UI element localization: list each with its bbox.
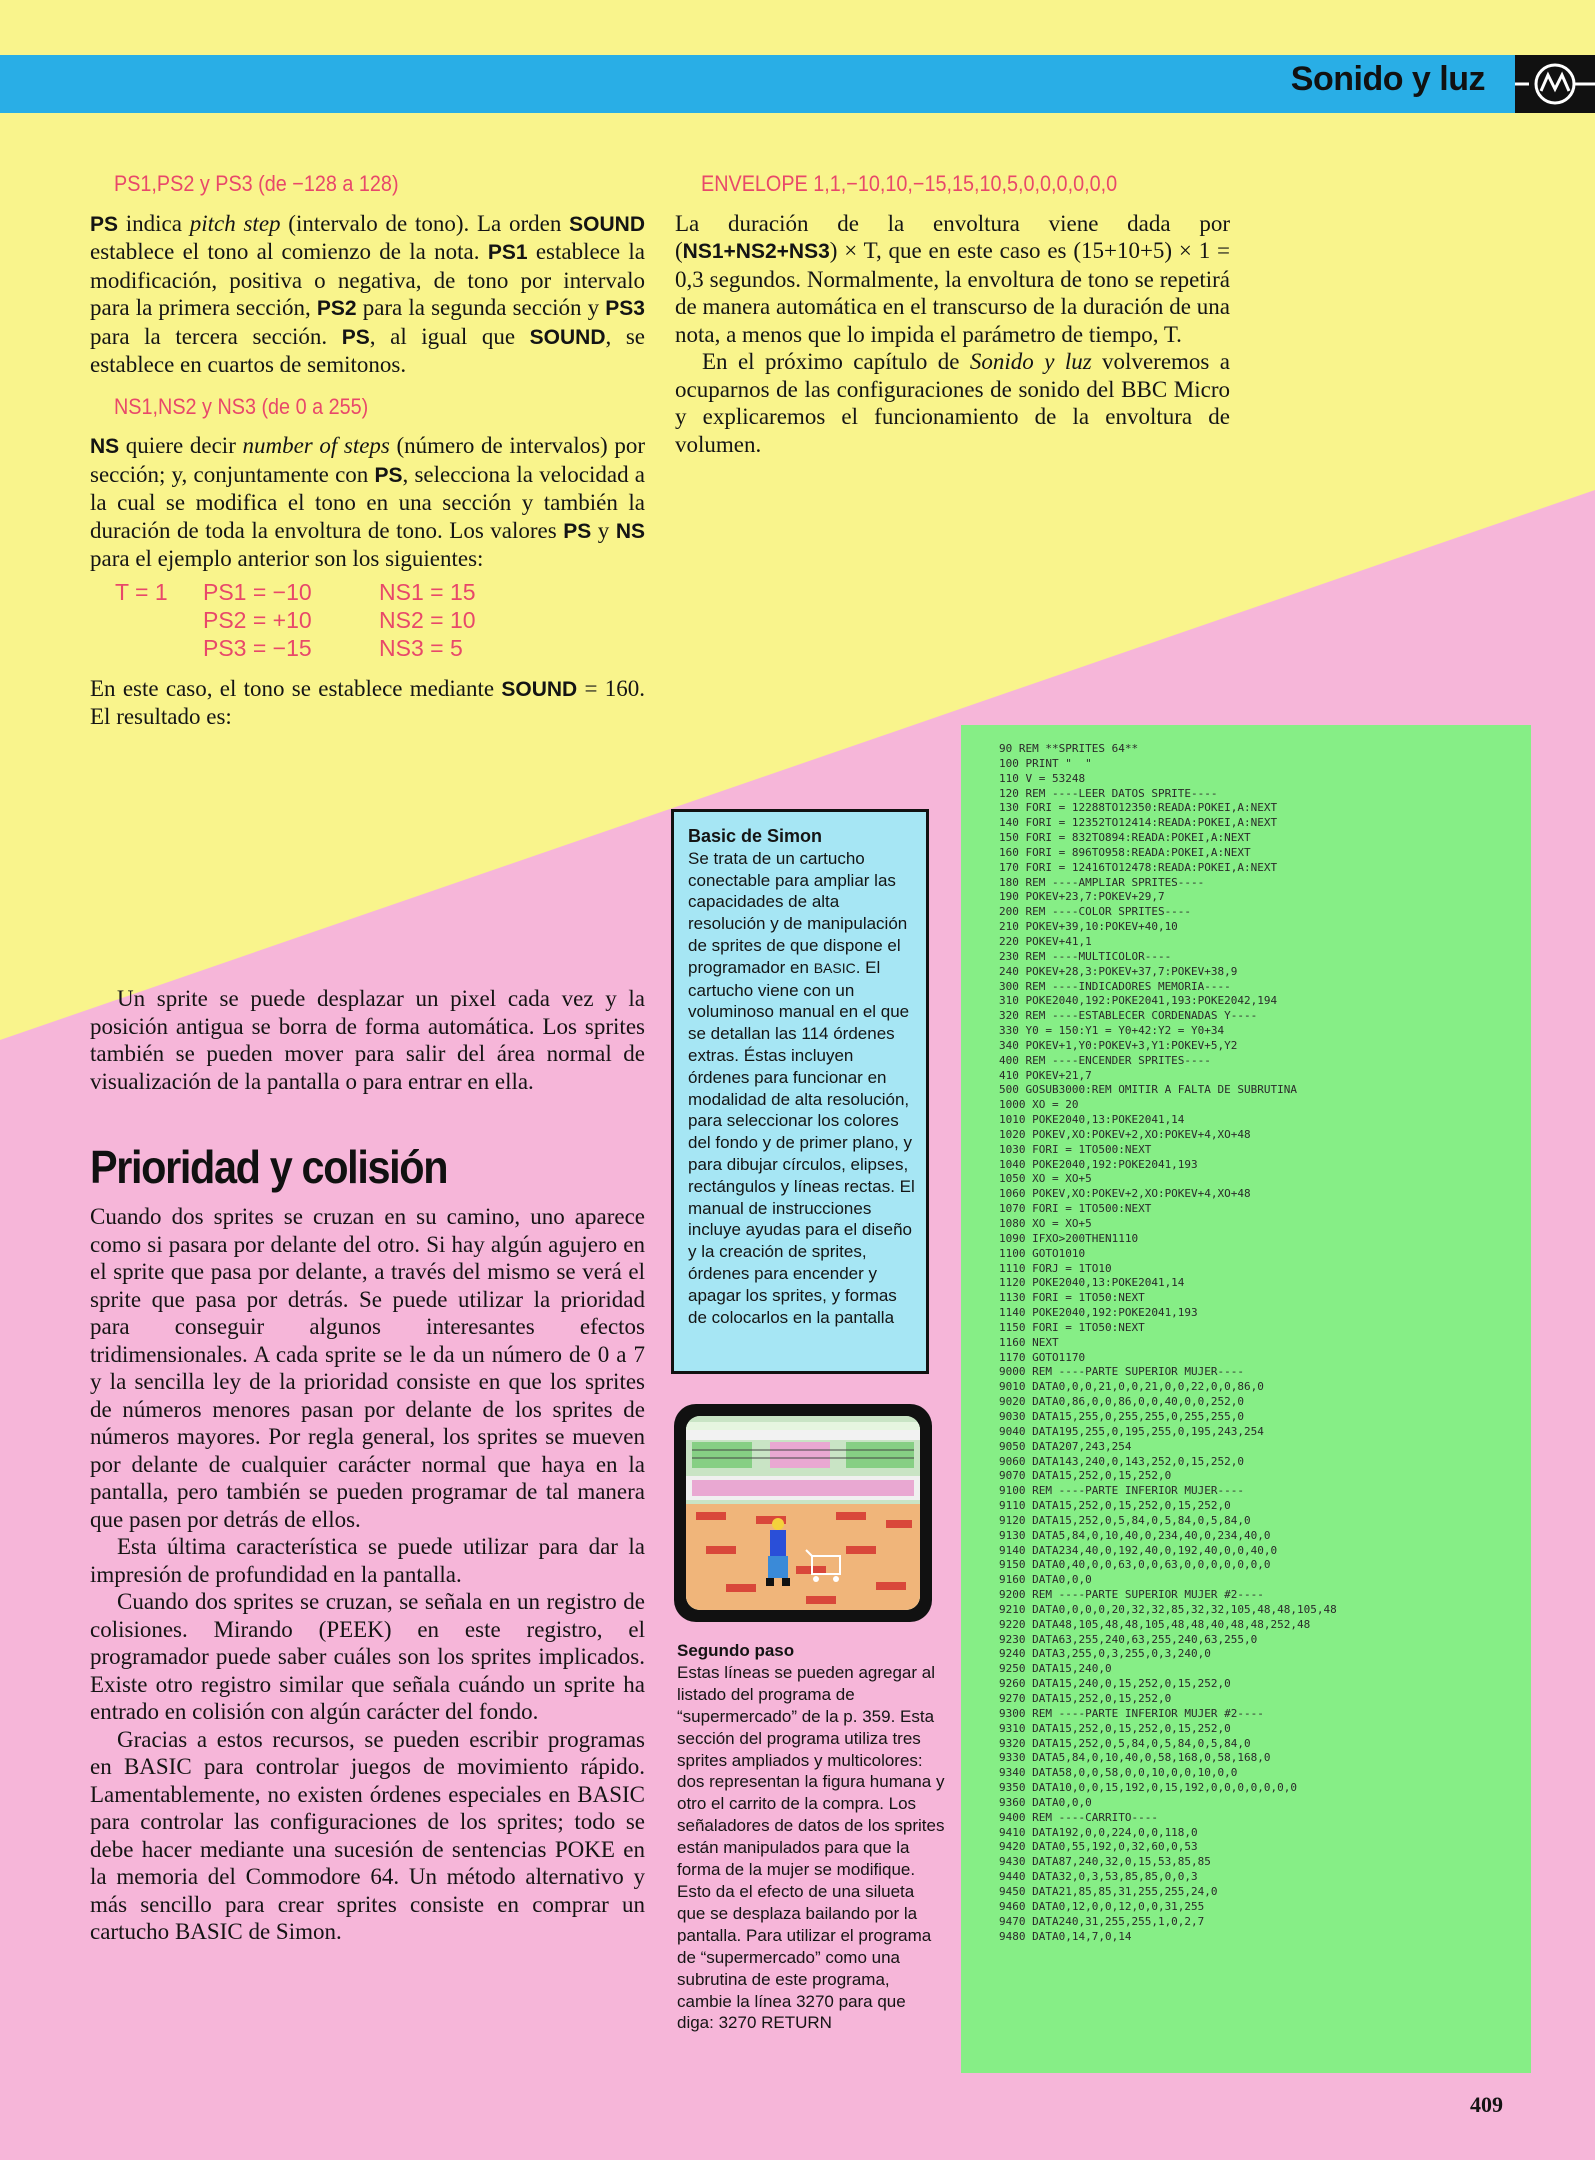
code-line: 9000 REM ----PARTE SUPERIOR MUJER---- xyxy=(999,1365,1245,1379)
code-line: 400 REM ----ENCENDER SPRITES---- xyxy=(999,1053,1211,1067)
code-line: 150 FORI = 832TO894:READA:POKEI,A:NEXT xyxy=(999,831,1251,845)
value-ps3: PS3 = −15 xyxy=(203,634,312,661)
code-line: 120 REM ----LEER DATOS SPRITE---- xyxy=(999,786,1218,800)
code-line: 1070 FORI = 1TO500:NEXT xyxy=(999,1202,1152,1216)
code-line: 9040 DATA195,255,0,195,255,0,195,243,254 xyxy=(999,1424,1264,1438)
left-column-top xyxy=(90,160,645,731)
code-line: 9120 DATA15,252,0,5,84,0,5,84,0,5,84,0 xyxy=(999,1513,1251,1527)
sprite-paragraph-block xyxy=(90,985,645,1095)
caption-title: Segundo paso xyxy=(677,1641,795,1660)
code-line: 1050 XO = XO+5 xyxy=(999,1172,1092,1186)
code-line: 1140 POKE2040,192:POKE2041,193 xyxy=(999,1306,1198,1320)
code-line: 410 POKEV+21,7 xyxy=(999,1068,1092,1082)
code-line: 9050 DATA207,243,254 xyxy=(999,1439,1132,1453)
code-line: 9230 DATA63,255,240,63,255,240,63,255,0 xyxy=(999,1632,1258,1646)
code-line: 140 FORI = 12352TO12414:READA:POKEI,A:NEXT xyxy=(999,816,1278,830)
values-table xyxy=(90,579,645,665)
code-line: 9400 REM ----CARRITO---- xyxy=(999,1810,1158,1824)
code-line: 9480 DATA0,14,7,0,14 xyxy=(999,1929,1132,1943)
code-line: 1010 POKE2040,13:POKE2041,14 xyxy=(999,1113,1185,1127)
code-line: 1130 FORI = 1TO50:NEXT xyxy=(999,1291,1145,1305)
code-line: 1080 XO = XO+5 xyxy=(999,1217,1092,1230)
envelope-subheading: ENVELOPE 1,1,−10,10,−15,15,10,5,0,0,0,0,0,0 xyxy=(701,171,1118,196)
code-line: 9060 DATA143,240,0,143,252,0,15,252,0 xyxy=(999,1454,1245,1468)
code-line: 9150 DATA0,40,0,0,63,0,0,63,0,0,0,0,0,0,0 xyxy=(999,1558,1271,1572)
code-line: 9360 DATA0,0,0 xyxy=(999,1795,1092,1809)
code-line: 9260 DATA15,240,0,15,252,0,15,252,0 xyxy=(999,1677,1231,1691)
priority-title: Prioridad y colisión xyxy=(90,1141,448,1193)
code-line: 9270 DATA15,252,0,15,252,0 xyxy=(999,1692,1172,1705)
priority-paragraph-2: Esta última característica se puede utilizar para dar la impresión de profundidad en la pantalla. xyxy=(90,1534,645,1587)
code-line: 9450 DATA21,85,85,31,255,255,24,0 xyxy=(999,1884,1218,1898)
supermarket-scene-illustration xyxy=(686,1416,920,1610)
code-line: 1040 POKE2040,192:POKE2041,193 xyxy=(999,1157,1198,1171)
value-ns1: NS1 = 15 xyxy=(379,578,476,605)
code-line: 9310 DATA15,252,0,15,252,0,15,252,0 xyxy=(999,1721,1231,1735)
code-line: 320 REM ----ESTABLECER CORDENADAS Y---- xyxy=(999,1009,1258,1023)
code-line: 9010 DATA0,0,0,21,0,0,21,0,0,22,0,0,86,0 xyxy=(999,1380,1264,1394)
code-line: 9130 DATA5,84,0,10,40,0,234,40,0,234,40,0 xyxy=(999,1528,1271,1542)
value-ps2: PS2 = +10 xyxy=(203,606,312,633)
code-line: 9030 DATA15,255,0,255,255,0,255,255,0 xyxy=(999,1409,1245,1423)
priority-paragraph-1: Cuando dos sprites se cruzan en su camino, uno aparece como si pasara por delante del otro. Si hay algún agujero en el sprite que pasa por delante, a través del mismo se verá el sprite que pasa por detrás. Se puede utilizar la prioridad para conseguir algunos interesantes efectos tridimensionales. A cada sprite se le da un número de 0 a 7 y la sencilla ley de la prioridad consiste en que los sprites de números menores pasan por delante de los sprites de números mayores. Por regla general, los sprites se mueven por delante de cualquier carácter normal que haya en la pantalla, pero también se pueden programar de tal manera que pasen por detrás de ellos. xyxy=(90,1204,645,1532)
code-line: 9100 REM ----PARTE INFERIOR MUJER---- xyxy=(999,1484,1245,1498)
code-line: 9140 DATA234,40,0,192,40,0,192,40,0,0,40,0 xyxy=(999,1543,1278,1557)
ps-subheading: PS1,PS2 y PS3 (de −128 a 128) xyxy=(114,171,399,196)
code-line: 1110 FORJ = 1TO10 xyxy=(999,1261,1112,1275)
code-line: 300 REM ----INDICADORES MEMORIA---- xyxy=(999,979,1231,993)
mc-logo-icon xyxy=(1515,55,1595,113)
code-line: 9470 DATA240,31,255,255,1,0,2,7 xyxy=(999,1914,1205,1928)
basic-program-listing xyxy=(961,725,1531,2073)
code-line: 180 REM ----AMPLIAR SPRITES---- xyxy=(999,875,1205,889)
case-paragraph: En este caso, el tono se establece mediante SOUND = 160. El resultado es: xyxy=(90,675,645,729)
code-line: 1160 NEXT xyxy=(999,1335,1059,1349)
code-line: 9340 DATA58,0,0,58,0,0,10,0,0,10,0,0 xyxy=(999,1766,1238,1780)
code-line: 190 POKEV+23,7:POKEV+29,7 xyxy=(999,890,1165,904)
code-line: 9200 REM ----PARTE SUPERIOR MUJER #2---- xyxy=(999,1588,1264,1602)
priority-paragraph-4: Gracias a estos recursos, se pueden escribir programas en BASIC para controlar juegos de movimiento rápido. Lamentablemente, no existen órdenes especiales en BASIC para controlar las configuraciones de los sprites; todo se debe hacer mediante una sucesión de sentencias POKE en la memoria del Commodore 64. Un método alternativo y más sencillo para crear sprites consiste en comprar un cartucho BASIC de Simon. xyxy=(90,1726,645,1944)
code-line: 9350 DATA10,0,0,15,192,0,15,192,0,0,0,0,0,0,0 xyxy=(999,1781,1298,1795)
code-line: 130 FORI = 12288TO12350:READA:POKEI,A:NEXT xyxy=(999,801,1278,815)
code-line: 9460 DATA0,12,0,0,12,0,0,31,255 xyxy=(999,1899,1205,1913)
code-line: 9300 REM ----PARTE INFERIOR MUJER #2---- xyxy=(999,1706,1264,1720)
code-line: 9430 DATA87,240,32,0,15,53,85,85 xyxy=(999,1855,1211,1869)
header-title: Sonido y luz xyxy=(1290,60,1485,98)
value-ns3: NS3 = 5 xyxy=(379,634,463,661)
code-line: 100 PRINT " " xyxy=(999,756,1092,770)
value-ps1: PS1 = −10 xyxy=(203,578,312,605)
game-screenshot xyxy=(674,1404,932,1622)
code-line: 220 POKEV+41,1 xyxy=(999,934,1092,948)
sprite-paragraph: Un sprite se puede desplazar un pixel cada vez y la posición antigua se borra de forma automática. Los sprites también se pueden mover para salir del área normal de visualización de la pantalla o para entrar en ella. xyxy=(90,986,645,1094)
code-line: 240 POKEV+28,3:POKEV+37,7:POKEV+38,9 xyxy=(999,964,1238,978)
code-line: 1150 FORI = 1TO50:NEXT xyxy=(999,1320,1145,1334)
code-line: 9440 DATA32,0,3,53,85,85,0,0,3 xyxy=(999,1870,1198,1884)
code-line: 9110 DATA15,252,0,15,252,0,15,252,0 xyxy=(999,1499,1231,1513)
code-line: 1030 FORI = 1TO500:NEXT xyxy=(999,1142,1152,1156)
priority-body xyxy=(90,1203,645,1946)
code-line: 1020 POKEV,XO:POKEV+2,XO:POKEV+4,XO+48 xyxy=(999,1127,1251,1141)
code-line: 9250 DATA15,240,0 xyxy=(999,1662,1112,1676)
code-line: 9160 DATA0,0,0 xyxy=(999,1573,1092,1587)
code-line: 1120 POKE2040,13:POKE2041,14 xyxy=(999,1276,1185,1290)
code-line: 1170 GOTO1170 xyxy=(999,1350,1086,1364)
code-line: 9330 DATA5,84,0,10,40,0,58,168,0,58,168,0 xyxy=(999,1751,1271,1765)
code-line: 1060 POKEV,XO:POKEV+2,XO:POKEV+4,XO+48 xyxy=(999,1187,1251,1201)
code-line: 210 POKEV+39,10:POKEV+40,10 xyxy=(999,920,1178,934)
ps-paragraph: PS indica pitch step (intervalo de tono). La orden SOUND establece el tono al comienzo de la nota. PS1 establece la modificación, positiva o negativa, de tono por intervalo para la primera sección, PS2 para la segunda sección y PS3 para la tercera sección. PS, al igual que SOUND, se establece en cuartos de semitonos. xyxy=(90,210,645,377)
simon-box-text: Se trata de un cartucho conectable para ampliar las capacidades de alta resolución y de manipulación de sprites de que dispone el programador en BASIC. El cartucho viene con un voluminoso manual en el que se detallan las 114 órdenes extras. Éstas incluyen órdenes para funcionar en modalidad de alta resolución, para seleccionar los colores del fondo y de primer plano, y para dibujar círculos, elipses, rectángulos y líneas rectas. El manual de instrucciones incluye ayudas para el diseño y la creación de sprites, órdenes para encender y apagar los sprites, y formas de colocarlos en la pantalla xyxy=(688,848,915,1327)
code-line: 1090 IFXO>200THEN1110 xyxy=(999,1231,1139,1245)
segundo-paso-caption xyxy=(677,1640,947,2034)
code-line: 340 POKEV+1,Y0:POKEV+3,Y1:POKEV+5,Y2 xyxy=(999,1038,1238,1052)
code-line: 310 POKE2040,192:POKE2041,193:POKE2042,194 xyxy=(999,994,1278,1008)
code-line: 500 GOSUB3000:REM OMITIR A FALTA DE SUBRUTINA xyxy=(999,1083,1298,1097)
code-line: 170 FORI = 12416TO12478:READA:POKEI,A:NEXT xyxy=(999,860,1278,874)
page-number: 409 xyxy=(1470,2092,1503,2117)
code-line: 9320 DATA15,252,0,5,84,0,5,84,0,5,84,0 xyxy=(999,1736,1251,1750)
code-line: 90 REM **SPRITES 64** xyxy=(999,742,1139,755)
code-line: 9420 DATA0,55,192,0,32,60,0,53 xyxy=(999,1840,1198,1854)
priority-paragraph-3: Cuando dos sprites se cruzan, se señala en un registro de colisiones. Mirando (PEEK) en este registro, el programador puede saber cuáles son los sprites implicados. Existe otro registro similar que señala cuándo un sprite ha entrado en colisión con algún carácter del fondo. xyxy=(90,1589,645,1724)
code-line: 9220 DATA48,105,48,48,105,48,48,40,48,48,252,48 xyxy=(999,1617,1311,1631)
code-line: 110 V = 53248 xyxy=(999,771,1086,785)
code-line: 200 REM ----COLOR SPRITES---- xyxy=(999,905,1192,919)
ns-subheading: NS1,NS2 y NS3 (de 0 a 255) xyxy=(114,393,369,419)
caption-text: Estas líneas se pueden agregar al listado del programa de “supermercado” de la p. 359. Esta sección del programa utiliza tres sprites ampliados y multicolores: dos representan la figura humana y otro el carrito de la compra. Los señaladores de datos de los sprites están manipulados para que la forma de la mujer se modifique. Esto da el efecto de una silueta que se desplaza bailando por la pantalla. Para utilizar el programa de “supermercado” como una subrutina de este programa, cambie la línea 3270 para que diga: 3270 RETURN xyxy=(677,1662,945,2033)
code-line: 230 REM ----MULTICOLOR---- xyxy=(999,949,1172,963)
code-line: 9020 DATA0,86,0,0,86,0,0,40,0,0,252,0 xyxy=(999,1395,1245,1409)
code-line: 160 FORI = 896TO958:READA:POKEI,A:NEXT xyxy=(999,845,1251,859)
code-line: 1100 GOTO1010 xyxy=(999,1246,1086,1260)
simon-info-box xyxy=(671,809,929,1374)
envelope-paragraph: La duración de la envoltura viene dada por (NS1+NS2+NS3) × T, que en este caso es (15+10+5) × 1 = 0,3 segundos. Normalmente, la envoltura de tono se repetirá de manera automática en el transcurso de la duración de una nota, a menos que lo impida el parámetro de tiempo, T. xyxy=(675,210,1230,347)
simon-box-title: Basic de Simon xyxy=(688,826,823,846)
right-column xyxy=(675,160,1230,458)
header-bar xyxy=(0,55,1515,113)
code-line: 330 Y0 = 150:Y1 = Y0+42:Y2 = Y0+34 xyxy=(999,1024,1225,1038)
code-line: 1000 XO = 20 xyxy=(999,1098,1079,1112)
code-line: 9070 DATA15,252,0,15,252,0 xyxy=(999,1469,1172,1483)
code-line: 9210 DATA0,0,0,0,20,32,32,85,32,32,105,48,48,105,48 xyxy=(999,1602,1337,1616)
next-chapter-paragraph: En el próximo capítulo de Sonido y luz volveremos a ocuparnos de las configuraciones de sonido del BBC Micro y explicaremos el funcionamiento de la envoltura de volumen. xyxy=(675,349,1230,457)
value-ns2: NS2 = 10 xyxy=(379,606,476,633)
code-line: 9410 DATA192,0,0,224,0,0,118,0 xyxy=(999,1825,1198,1839)
ns-paragraph: NS quiere decir number of steps (número de intervalos) por sección; y, conjuntamente con PS, selecciona la velocidad a la cual se modifica el tono en una sección y también la duración de toda la envoltura de tono. Los valores PS y NS para el ejemplo anterior son los siguientes: xyxy=(90,433,646,571)
value-t: T = 1 xyxy=(115,578,168,605)
code-line: 9240 DATA3,255,0,3,255,0,3,240,0 xyxy=(999,1647,1211,1661)
